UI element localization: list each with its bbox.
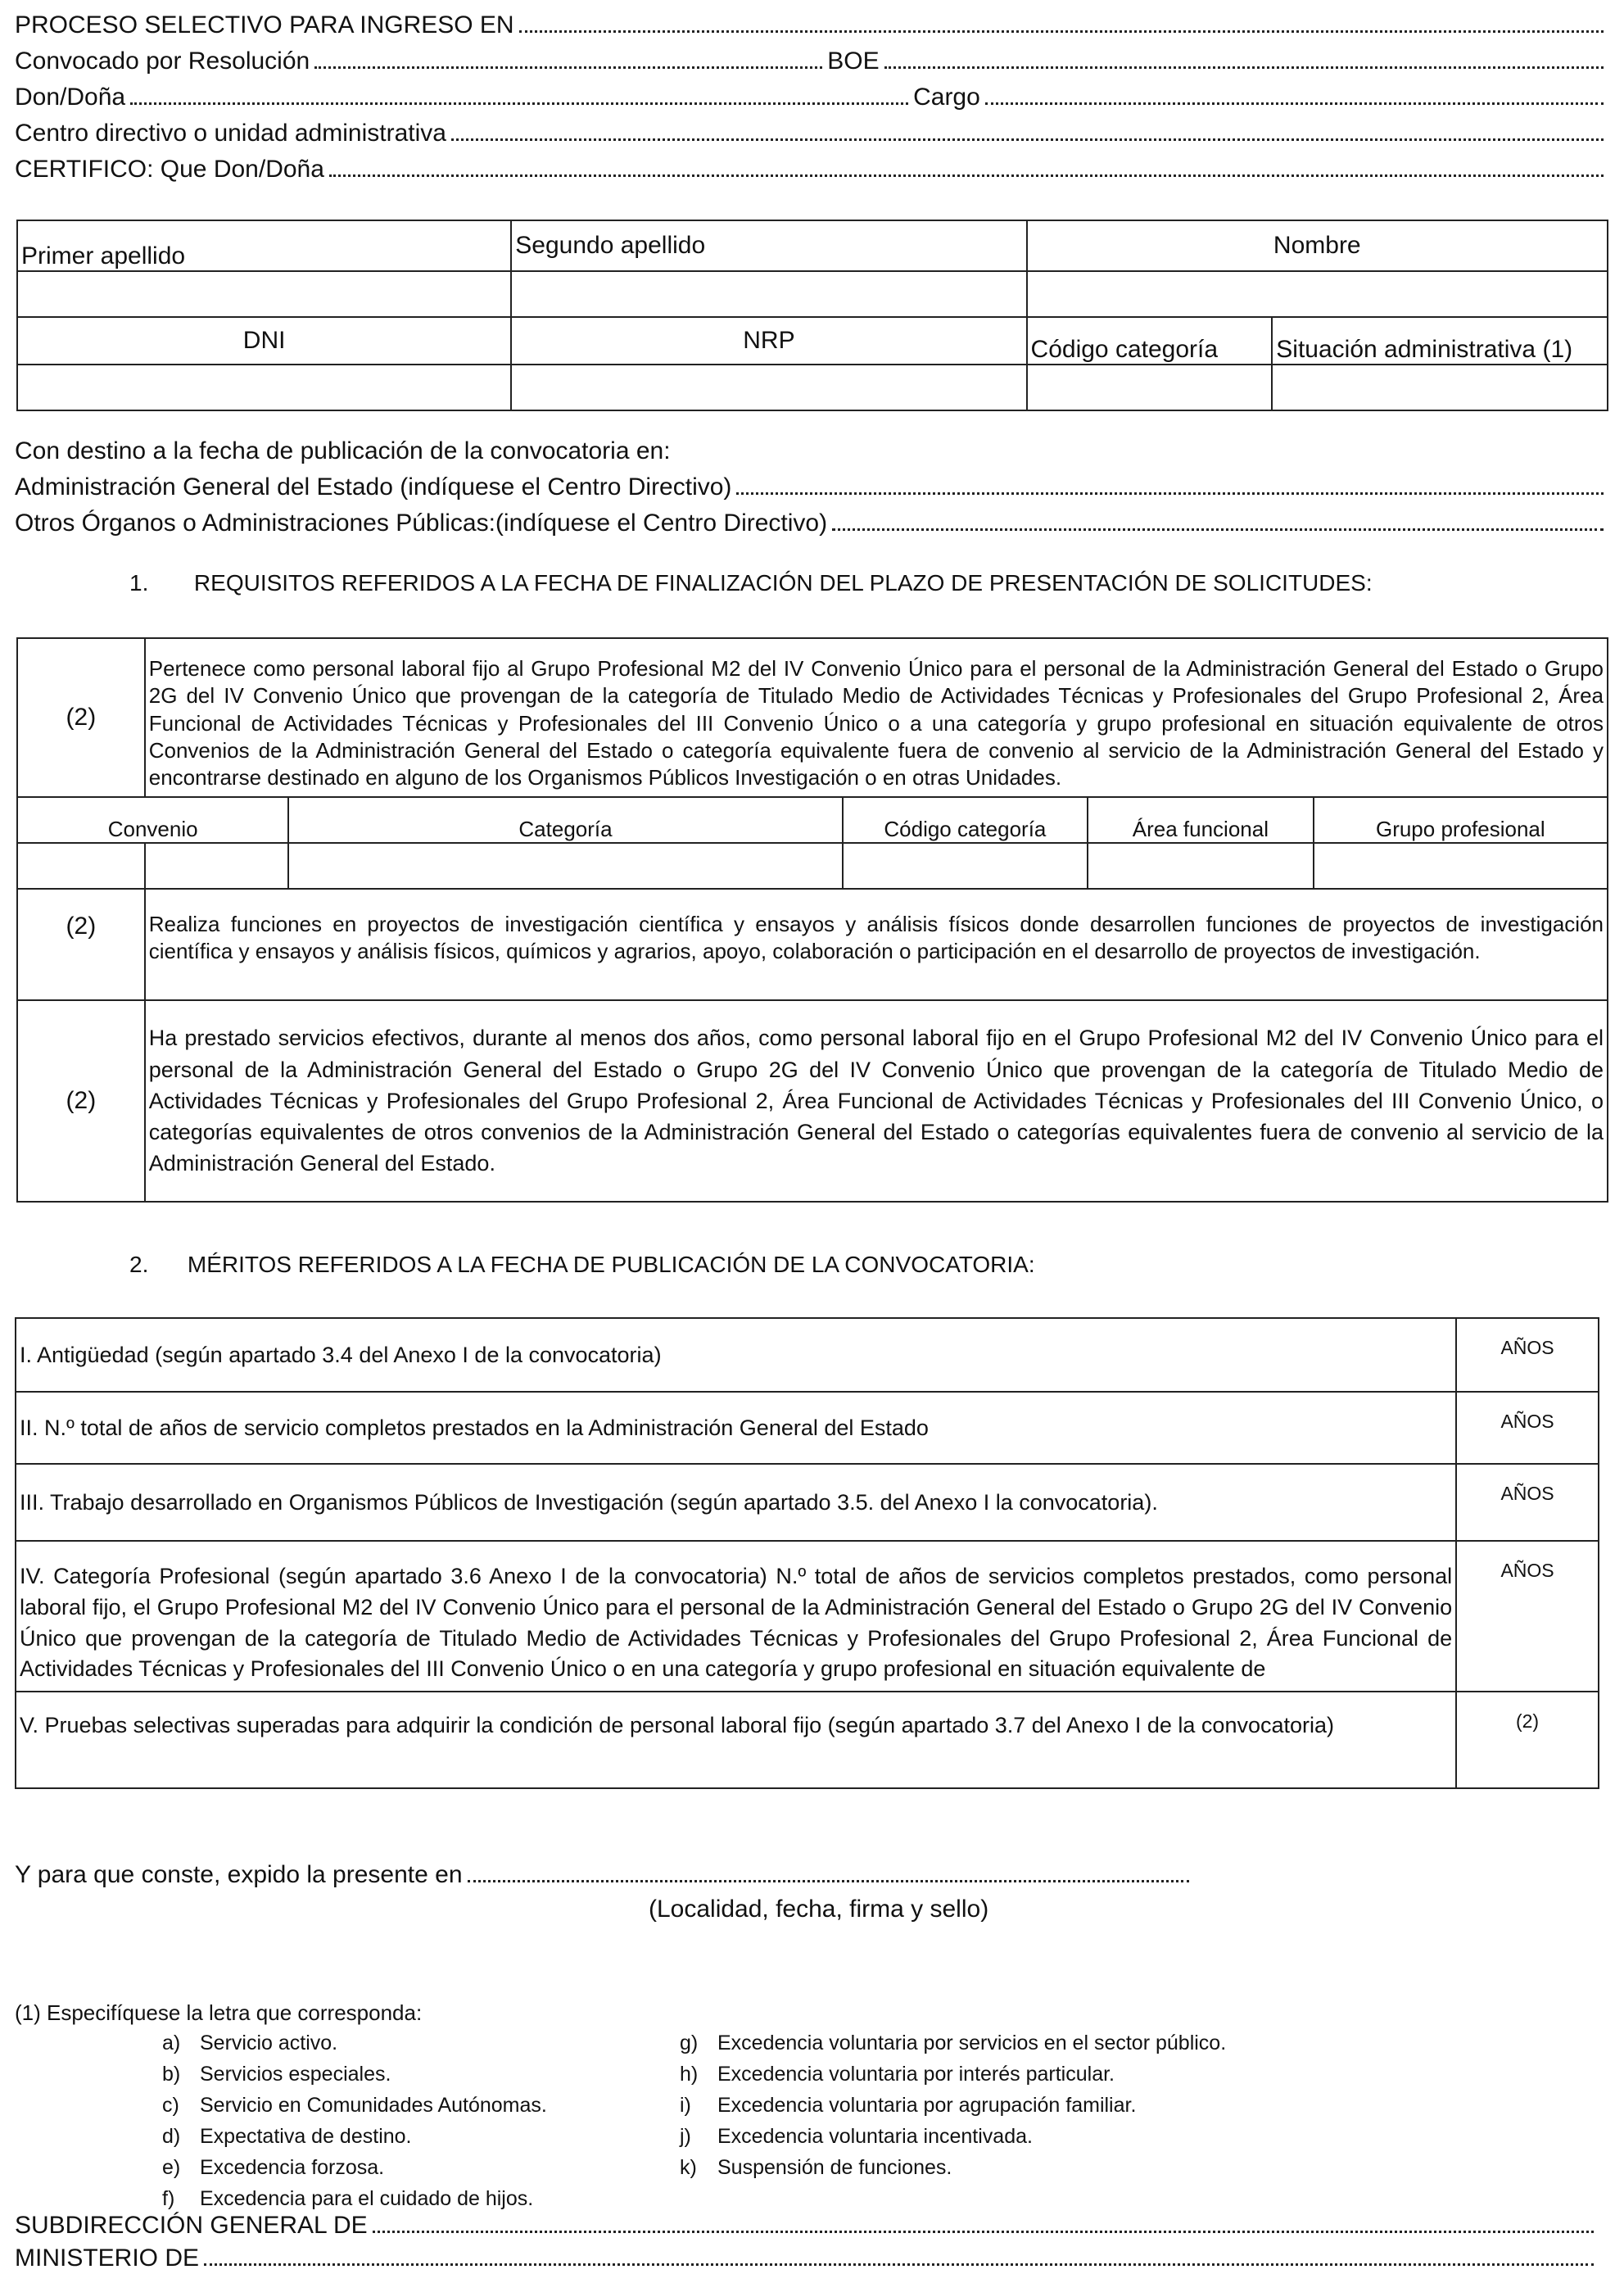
- footnote-intro: (1) Especifíquese la letra que corresponda:: [15, 2000, 423, 2025]
- section2-number: 2.: [129, 1252, 149, 1277]
- option-g: [680, 2032, 1226, 2055]
- option-c-letter: c): [162, 2094, 179, 2117]
- codigo-categoria-col-header: Código categoría: [843, 797, 1088, 843]
- merito-5-text: V. Pruebas selectivas superadas para adquirir la condición de personal laboral fijo (según apartado 3.7 del Anexo I de la convocatoria): [16, 1692, 1456, 1788]
- don-dona-label: Don/Doña: [15, 84, 126, 111]
- option-e-text: Excedencia forzosa.: [200, 2156, 385, 2179]
- centro-directivo-line[interactable]: [15, 115, 1608, 147]
- categoria-cell-a[interactable]: [145, 843, 289, 889]
- option-k-letter: k): [680, 2156, 697, 2179]
- area-funcional-header: Área funcional: [1088, 797, 1314, 843]
- nrp-header: NRP: [511, 317, 1026, 365]
- option-b-text: Servicios especiales.: [200, 2063, 391, 2086]
- option-e: [162, 2156, 384, 2180]
- merito-5-value[interactable]: (2): [1456, 1692, 1599, 1788]
- merito-2-text: II. N.º total de años de servicio completos prestados en la Administración General del Estado: [16, 1392, 1456, 1464]
- req3-text: Ha prestado servicios efectivos, durante al menos dos años, como personal laboral fijo en el Grupo Profesional M2 del IV Convenio Único para el personal de la Administración General del Estado o Grupo 2G del IV Convenio Único que provengan de la categoría de Titulado Medio de Actividades Técnicas y Profesionales del Grupo Profesional 2, Área Funcional de Actividades Técnicas y Profesionales del III Convenio Único, o categorías equivalentes de otros convenios de la Administración General del Estado o categorías equivalentes fuera de convenio al servicio de la Administración General del Estado.: [145, 1000, 1608, 1202]
- option-i-letter: i): [680, 2094, 691, 2117]
- don-cargo-line[interactable]: [15, 79, 1608, 111]
- grupo-profesional-cell[interactable]: [1088, 843, 1314, 889]
- merito-4-value[interactable]: AÑOS: [1456, 1541, 1599, 1692]
- req1-text: Pertenece como personal laboral fijo al Grupo Profesional M2 del IV Convenio Único para el personal de la Administración General del Estado o Grupo 2G del IV Convenio Único que provengan de la categoría de Titulado Medio de Actividades Técnicas y Profesionales del Grupo Profesional 2, Área Funcional de Actividades Técnicas y Profesionales del III Convenio Único o a una categoría y grupo profesional en situación equivalente de otros Convenios de la Administración General del Estado o categoría equivalente fuera de convenio al servicio de la Administración General del Estado y encontrarse destinado en alguno de los Organismos Públicos Investigación o en otras Unidades.: [145, 638, 1608, 797]
- certifico-label: CERTIFICO: Que Don/Doña: [15, 156, 324, 183]
- option-j: [680, 2125, 1033, 2149]
- grupo-profesional-header: Grupo profesional: [1314, 797, 1608, 843]
- destino-intro: Con destino a la fecha de publicación de la convocatoria en:: [15, 437, 671, 464]
- subdireccion-line[interactable]: [15, 2207, 1599, 2240]
- option-k: [680, 2156, 952, 2180]
- segundo-apellido-cell[interactable]: [511, 271, 1026, 317]
- merito-2-value[interactable]: AÑOS: [1456, 1392, 1599, 1464]
- proceso-selectivo-label: PROCESO SELECTIVO PARA INGRESO EN: [15, 11, 514, 39]
- merito-1-value[interactable]: AÑOS: [1456, 1318, 1599, 1392]
- closing-line[interactable]: [15, 1856, 1194, 1889]
- req1-mark: (2): [17, 638, 145, 797]
- option-d-letter: d): [162, 2125, 181, 2148]
- option-h-text: Excedencia voluntaria por interés particular.: [717, 2063, 1115, 2086]
- section1-number: 1.: [129, 570, 149, 596]
- nombre-header: Nombre: [1027, 220, 1608, 271]
- boe-label: BOE: [827, 48, 880, 75]
- cargo-label: Cargo: [913, 84, 980, 111]
- convocado-line[interactable]: [15, 43, 1608, 75]
- dni-header: DNI: [17, 317, 511, 365]
- cargo-field[interactable]: [985, 102, 1604, 105]
- otros-organos-field[interactable]: [832, 528, 1604, 531]
- option-i-text: Excedencia voluntaria por agrupación familiar.: [717, 2094, 1137, 2117]
- closing-label: Y para que conste, expido la presente en: [15, 1861, 463, 1888]
- section2-title: MÉRITOS REFERIDOS A LA FECHA DE PUBLICACIÓN DE LA CONVOCATORIA:: [187, 1252, 1035, 1277]
- nombre-cell[interactable]: [1027, 271, 1608, 317]
- merito-1-text: I. Antigüedad (según apartado 3.4 del Anexo I de la convocatoria): [16, 1318, 1456, 1392]
- option-f-text: Excedencia para el cuidado de hijos.: [200, 2187, 534, 2210]
- option-j-letter: j): [680, 2125, 691, 2148]
- option-d: [162, 2125, 412, 2149]
- proceso-selectivo-line[interactable]: [15, 7, 1608, 39]
- merito-3-text: III. Trabajo desarrollado en Organismos Públicos de Investigación (según apartado 3.5. del Anexo I la convocatoria).: [16, 1464, 1456, 1541]
- boe-field[interactable]: [884, 66, 1604, 69]
- option-a: [162, 2032, 337, 2055]
- convocado-label: Convocado por Resolución: [15, 48, 310, 75]
- segundo-apellido-header: Segundo apellido: [511, 220, 1026, 271]
- nrp-cell[interactable]: [511, 365, 1026, 410]
- option-h-letter: h): [680, 2063, 699, 2086]
- otros-organos-line[interactable]: [15, 505, 1608, 537]
- situacion-administrativa-cell[interactable]: [1272, 365, 1608, 410]
- requisitos-table: [16, 637, 1608, 1203]
- convenio-header: Convenio: [17, 797, 288, 843]
- otros-organos-label: Otros Órganos o Administraciones Públicas:(indíquese el Centro Directivo): [15, 510, 828, 537]
- merito-3-value[interactable]: AÑOS: [1456, 1464, 1599, 1541]
- proceso-selectivo-field[interactable]: [519, 30, 1604, 33]
- option-i: [680, 2094, 1136, 2118]
- merito-4-text: IV. Categoría Profesional (según apartado 3.6 Anexo I de la convocatoria) N.º total de años de servicios completos prestados, como personal laboral fijo, el Grupo Profesional M2 del IV Convenio Único para el personal de la Administración General del Estado o Grupo 2G del IV Convenio Único que provengan de la categoría de Titulado Medio de Actividades Técnicas y Profesionales del Grupo Profesional 2, Área Funcional de Actividades Técnicas y Profesionales del III Convenio Único o en una categoría y grupo profesional en situación equivalente de: [16, 1541, 1456, 1692]
- option-g-letter: g): [680, 2032, 699, 2054]
- option-g-text: Excedencia voluntaria por servicios en el sector público.: [717, 2032, 1227, 2054]
- age-line[interactable]: [15, 469, 1608, 501]
- situacion-administrativa-header: Situación administrativa (1): [1272, 317, 1608, 365]
- personal-data-table: [16, 220, 1608, 411]
- option-b-letter: b): [162, 2063, 181, 2086]
- ministerio-line[interactable]: [15, 2241, 1599, 2272]
- primer-apellido-cell[interactable]: [17, 271, 511, 317]
- subdireccion-field[interactable]: [373, 2231, 1594, 2233]
- option-b: [162, 2063, 391, 2086]
- area-funcional-cell[interactable]: [843, 843, 1088, 889]
- option-j-text: Excedencia voluntaria incentivada.: [717, 2125, 1033, 2148]
- closing-field[interactable]: [468, 1880, 1189, 1882]
- don-dona-field[interactable]: [130, 102, 908, 105]
- req2-mark: (2): [17, 889, 145, 1000]
- option-f-letter: f): [162, 2187, 175, 2210]
- option-e-letter: e): [162, 2156, 181, 2179]
- closing-subtitle: (Localidad, fecha, firma y sello): [649, 1896, 989, 1923]
- meritos-table: [15, 1317, 1599, 1789]
- codigo-categoria-cell[interactable]: [1027, 365, 1273, 410]
- option-c: [162, 2094, 547, 2118]
- req2-text: Realiza funciones en proyectos de investigación científica y ensayos y análisis físicos donde desarrollen funciones de proyectos de investigación científica y ensayos y análisis físicos, químicos y agrarios, apoyo, colaboración o participación en el desarrollo de proyectos de investigación.: [145, 889, 1608, 1000]
- codigo-categoria-col-cell[interactable]: [288, 843, 842, 889]
- option-h: [680, 2063, 1115, 2086]
- req3-mark: (2): [17, 1000, 145, 1202]
- destino-intro-line: [15, 433, 1608, 465]
- option-c-text: Servicio en Comunidades Autónomas.: [200, 2094, 547, 2117]
- resolucion-field[interactable]: [314, 66, 822, 69]
- ministerio-field[interactable]: [204, 2263, 1594, 2266]
- centro-directivo-label: Centro directivo o unidad administrativa: [15, 120, 446, 147]
- dni-cell[interactable]: [17, 365, 511, 410]
- convenio-cell[interactable]: [17, 843, 145, 889]
- option-a-letter: a): [162, 2032, 181, 2054]
- age-label: Administración General del Estado (indíquese el Centro Directivo): [15, 473, 732, 501]
- section1-title: REQUISITOS REFERIDOS A LA FECHA DE FINALIZACIÓN DEL PLAZO DE PRESENTACIÓN DE SOLICITUDES:: [193, 570, 1373, 596]
- subdireccion-label: SUBDIRECCIÓN GENERAL DE: [15, 2212, 368, 2239]
- codigo-categoria-header: Código categoría: [1027, 317, 1273, 365]
- grupo-profesional-cell-b[interactable]: [1314, 843, 1608, 889]
- certifico-line[interactable]: [15, 151, 1608, 183]
- ministerio-label: MINISTERIO DE: [15, 2245, 200, 2272]
- primer-apellido-header: Primer apellido: [17, 220, 511, 271]
- section1-heading: [129, 570, 1373, 596]
- categoria-header: Categoría: [288, 797, 842, 843]
- option-a-text: Servicio activo.: [200, 2032, 338, 2054]
- age-field[interactable]: [736, 492, 1604, 495]
- certifico-field[interactable]: [329, 174, 1604, 177]
- section2-heading: [129, 1252, 1035, 1278]
- option-k-text: Suspensión de funciones.: [717, 2156, 952, 2179]
- centro-directivo-field[interactable]: [451, 138, 1604, 141]
- option-d-text: Expectativa de destino.: [200, 2125, 412, 2148]
